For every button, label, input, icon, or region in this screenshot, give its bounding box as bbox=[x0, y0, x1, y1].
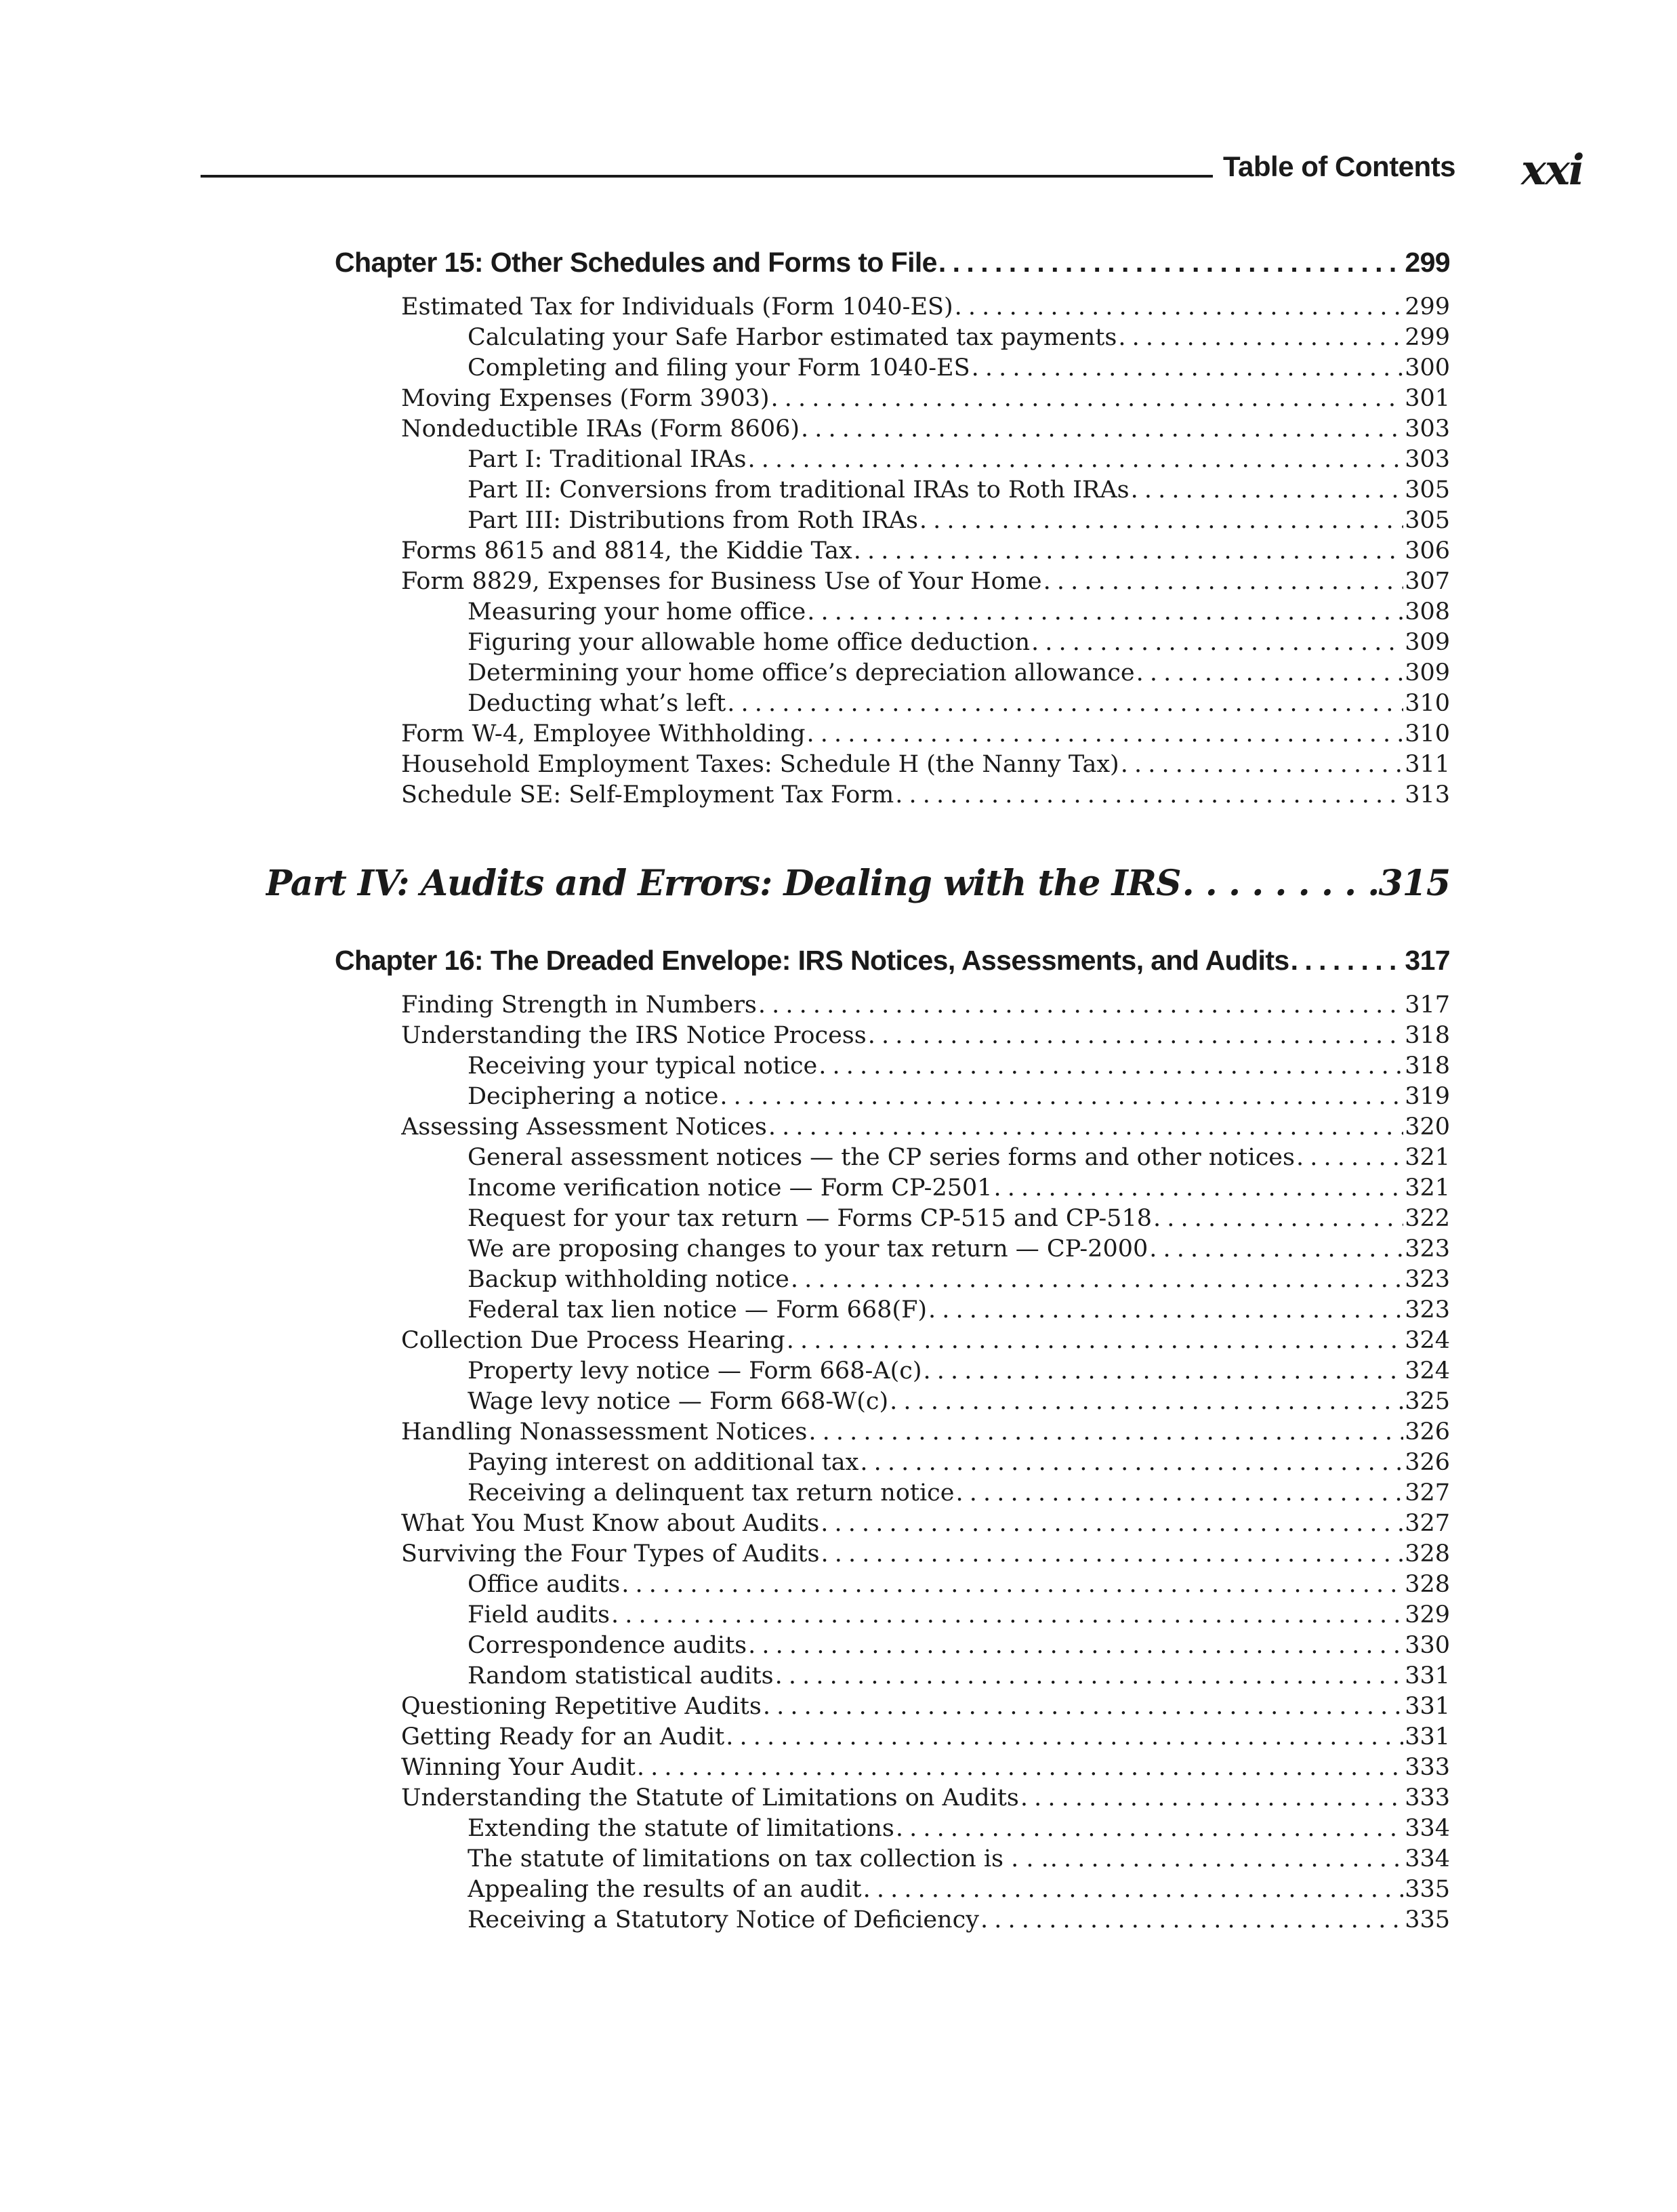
entry-title: Nondeductible IRAs (Form 8606) bbox=[401, 415, 800, 443]
toc-entry[interactable] bbox=[401, 1417, 1450, 1448]
dot-leader bbox=[1131, 475, 1404, 506]
entry-title: Form W-4, Employee Withholding bbox=[401, 720, 806, 747]
toc-entry[interactable] bbox=[401, 750, 1450, 780]
dot-leader bbox=[787, 1326, 1404, 1356]
entry-page: 324 bbox=[1405, 1327, 1450, 1354]
entry-page: 305 bbox=[1405, 476, 1450, 504]
dot-leader bbox=[972, 353, 1404, 384]
dot-leader bbox=[807, 719, 1404, 750]
dot-leader bbox=[763, 1692, 1403, 1722]
entry-title: Request for your tax return — Forms CP-515 and CP-518 bbox=[468, 1205, 1152, 1232]
dot-leader bbox=[994, 1173, 1404, 1204]
part-4-heading[interactable] bbox=[266, 860, 1450, 907]
dot-leader bbox=[621, 1570, 1403, 1600]
dot-leader bbox=[611, 1600, 1403, 1631]
entry-page: 327 bbox=[1405, 1479, 1450, 1507]
entry-page: 301 bbox=[1405, 385, 1450, 412]
entry-title: Collection Due Process Hearing bbox=[401, 1327, 785, 1354]
toc-subentry[interactable] bbox=[468, 1570, 1450, 1600]
dot-leader bbox=[775, 1661, 1404, 1692]
entry-page: 323 bbox=[1405, 1266, 1450, 1293]
toc-entry[interactable] bbox=[401, 1509, 1450, 1539]
entry-title: Completing and filing your Form 1040-ES bbox=[468, 354, 970, 382]
entry-title: Form 8829, Expenses for Business Use of Your Home bbox=[401, 568, 1042, 595]
entry-title: Moving Expenses (Form 3903) bbox=[401, 385, 770, 412]
dot-leader bbox=[758, 990, 1403, 1021]
toc-entry[interactable] bbox=[401, 414, 1450, 445]
entry-page: 333 bbox=[1405, 1754, 1450, 1781]
entry-title: Property levy notice — Form 668-A(c) bbox=[468, 1357, 922, 1385]
entry-title: Random statistical audits bbox=[468, 1662, 774, 1689]
dot-leader bbox=[890, 1387, 1403, 1417]
entry-title: Calculating your Safe Harbor estimated tax payments bbox=[468, 324, 1117, 351]
entry-page: 321 bbox=[1405, 1144, 1450, 1171]
dot-leader bbox=[1153, 1204, 1403, 1234]
entry-page: 321 bbox=[1405, 1174, 1450, 1202]
entry-page: 329 bbox=[1405, 1601, 1450, 1629]
entry-title: Receiving your typical notice bbox=[468, 1052, 818, 1080]
entry-title: Assessing Assessment Notices bbox=[401, 1113, 767, 1141]
toc-subentry[interactable] bbox=[468, 689, 1450, 719]
toc-subentry[interactable] bbox=[468, 1875, 1450, 1905]
toc-subentry[interactable] bbox=[468, 1478, 1450, 1509]
dot-leader bbox=[727, 689, 1403, 719]
dot-leader bbox=[860, 1448, 1403, 1478]
chapter-title: Chapter 15: Other Schedules and Forms to File bbox=[335, 247, 937, 278]
toc-entry[interactable] bbox=[401, 1539, 1450, 1570]
entry-page: 318 bbox=[1405, 1052, 1450, 1080]
dot-leader bbox=[1291, 942, 1404, 979]
dot-leader bbox=[924, 1356, 1404, 1387]
entry-title: What You Must Know about Audits bbox=[401, 1510, 820, 1537]
entry-page: 310 bbox=[1405, 720, 1450, 747]
entry-title: Surviving the Four Types of Audits bbox=[401, 1540, 820, 1568]
dot-leader bbox=[863, 1875, 1404, 1905]
toc-entry[interactable] bbox=[401, 780, 1450, 811]
toc-subentry[interactable] bbox=[468, 1234, 1450, 1265]
entry-title: Federal tax lien notice — Form 668(F) bbox=[468, 1296, 928, 1324]
entry-title: Part II: Conversions from traditional IRAs to Roth IRAs bbox=[468, 476, 1130, 504]
dot-leader bbox=[980, 1905, 1403, 1936]
dot-leader bbox=[791, 1265, 1403, 1295]
entry-page: 303 bbox=[1405, 446, 1450, 473]
entry-title: Understanding the IRS Notice Process bbox=[401, 1022, 867, 1049]
entry-title: Deciphering a notice bbox=[468, 1083, 719, 1110]
toc-subentry[interactable] bbox=[468, 1844, 1450, 1875]
dot-leader bbox=[1020, 1783, 1403, 1814]
toc-subentry[interactable] bbox=[468, 1356, 1450, 1387]
dot-leader bbox=[955, 292, 1404, 323]
toc-entry[interactable] bbox=[401, 567, 1450, 597]
entry-page: 331 bbox=[1405, 1693, 1450, 1720]
entry-page: 319 bbox=[1405, 1083, 1450, 1110]
dot-leader bbox=[637, 1753, 1403, 1783]
toc-subentry[interactable] bbox=[468, 1173, 1450, 1204]
dot-leader bbox=[1050, 1844, 1403, 1875]
dot-leader bbox=[1149, 1234, 1403, 1265]
entry-title: Extending the statute of limitations bbox=[468, 1815, 894, 1842]
entry-title: Wage levy notice — Form 668-W(c) bbox=[468, 1388, 889, 1415]
toc-subentry[interactable] bbox=[468, 1265, 1450, 1295]
entry-page: 320 bbox=[1405, 1113, 1450, 1141]
toc-subentry[interactable] bbox=[468, 1082, 1450, 1112]
part-title: Part IV: Audits and Errors: Dealing with the IRS bbox=[266, 863, 1181, 904]
entry-page: 303 bbox=[1405, 415, 1450, 443]
dot-leader bbox=[720, 1082, 1403, 1112]
entry-page: 334 bbox=[1405, 1845, 1450, 1872]
entry-page: 335 bbox=[1405, 1876, 1450, 1903]
entry-title: Questioning Repetitive Audits bbox=[401, 1693, 762, 1720]
entry-title: Determining your home office’s depreciation allowance bbox=[468, 659, 1135, 687]
entry-page: 331 bbox=[1405, 1662, 1450, 1689]
entry-page: 311 bbox=[1405, 751, 1450, 778]
toc-entry[interactable] bbox=[401, 719, 1450, 750]
entry-title: Income verification notice — Form CP-2501 bbox=[468, 1174, 993, 1202]
entry-page: 305 bbox=[1405, 507, 1450, 534]
entry-page: 328 bbox=[1405, 1540, 1450, 1568]
toc-subentry[interactable] bbox=[468, 628, 1450, 658]
toc-entry[interactable] bbox=[401, 292, 1450, 323]
entry-page: 317 bbox=[1405, 991, 1450, 1019]
part-page: 315 bbox=[1378, 863, 1450, 904]
entry-page: 325 bbox=[1405, 1388, 1450, 1415]
dot-leader bbox=[868, 1021, 1403, 1051]
toc-subentry[interactable] bbox=[468, 658, 1450, 689]
entry-title: Part III: Distributions from Roth IRAs bbox=[468, 507, 918, 534]
entry-title: Paying interest on additional tax bbox=[468, 1449, 859, 1476]
entry-page: 313 bbox=[1405, 781, 1450, 808]
dot-leader bbox=[896, 1814, 1403, 1844]
dot-leader bbox=[1043, 567, 1404, 597]
entry-title: Handling Nonassessment Notices bbox=[401, 1418, 808, 1446]
dot-leader bbox=[821, 1509, 1403, 1539]
chapter-page: 317 bbox=[1405, 945, 1450, 976]
page-number: xxi bbox=[1521, 145, 1583, 194]
entry-page: 310 bbox=[1405, 690, 1450, 717]
dot-leader bbox=[748, 1631, 1403, 1661]
entry-title: Measuring your home office bbox=[468, 598, 806, 626]
entry-title: Understanding the Statute of Limitations on Audits bbox=[401, 1784, 1019, 1811]
toc-entry[interactable] bbox=[401, 1783, 1450, 1814]
dot-leader bbox=[854, 536, 1403, 567]
dot-leader bbox=[771, 384, 1404, 414]
entry-page: 330 bbox=[1405, 1632, 1450, 1659]
toc-subentry[interactable] bbox=[468, 1631, 1450, 1661]
toc-subentry[interactable] bbox=[468, 353, 1450, 384]
toc-subentry[interactable] bbox=[468, 475, 1450, 506]
entry-title: Appealing the results of an audit bbox=[468, 1876, 862, 1903]
toc-entry[interactable] bbox=[401, 536, 1450, 567]
chapter-page: 299 bbox=[1405, 247, 1450, 278]
toc-subentry[interactable] bbox=[468, 1143, 1450, 1173]
entry-page: 308 bbox=[1405, 598, 1450, 626]
toc-entry[interactable] bbox=[401, 1722, 1450, 1753]
dot-leader bbox=[768, 1112, 1403, 1143]
toc-entry[interactable] bbox=[401, 1112, 1450, 1143]
entry-page: 299 bbox=[1405, 324, 1450, 351]
entry-page: 326 bbox=[1405, 1418, 1450, 1446]
toc-subentry[interactable] bbox=[468, 506, 1450, 536]
entry-title: Figuring your allowable home office deduction bbox=[468, 629, 1031, 656]
dot-leader bbox=[895, 780, 1403, 811]
entry-title: Office audits bbox=[468, 1571, 621, 1598]
entry-page: 322 bbox=[1405, 1205, 1450, 1232]
entry-page: 323 bbox=[1405, 1296, 1450, 1324]
toc-subentry[interactable] bbox=[468, 445, 1450, 475]
entry-page: 331 bbox=[1405, 1723, 1450, 1750]
entry-title: Estimated Tax for Individuals (Form 1040-ES) bbox=[401, 293, 953, 321]
entry-page: 318 bbox=[1405, 1022, 1450, 1049]
entry-title: Forms 8615 and 8814, the Kiddie Tax bbox=[401, 537, 852, 565]
toc-entry[interactable] bbox=[401, 990, 1450, 1021]
entry-title: Receiving a delinquent tax return notice bbox=[468, 1479, 955, 1507]
entry-title: Household Employment Taxes: Schedule H (the Nanny Tax) bbox=[401, 751, 1119, 778]
entry-title: Backup withholding notice bbox=[468, 1266, 789, 1293]
entry-page: 307 bbox=[1405, 568, 1450, 595]
toc-subentry[interactable] bbox=[468, 1295, 1450, 1326]
entry-page: 328 bbox=[1405, 1571, 1450, 1598]
chapter-title: Chapter 16: The Dreaded Envelope: IRS Notices, Assessments, and Audits bbox=[335, 945, 1289, 976]
entry-title: The statute of limitations on tax collection is . . . bbox=[468, 1845, 1049, 1872]
chapter-16-heading[interactable] bbox=[335, 942, 1450, 979]
toc-subentry[interactable] bbox=[468, 1905, 1450, 1936]
entry-page: 335 bbox=[1405, 1906, 1450, 1933]
dot-leader bbox=[821, 1539, 1403, 1570]
dot-leader bbox=[1031, 628, 1403, 658]
toc-subentry[interactable] bbox=[468, 1600, 1450, 1631]
toc-subentry[interactable] bbox=[468, 1051, 1450, 1082]
entry-title: Winning Your Audit bbox=[401, 1754, 636, 1781]
toc-entry[interactable] bbox=[401, 1326, 1450, 1356]
toc-subentry[interactable] bbox=[468, 1814, 1450, 1844]
toc-entry[interactable] bbox=[401, 1021, 1450, 1051]
entry-title: Deducting what’s left bbox=[468, 690, 726, 717]
entry-page: 300 bbox=[1405, 354, 1450, 382]
dot-leader bbox=[801, 414, 1403, 445]
entry-page: 323 bbox=[1405, 1235, 1450, 1263]
dot-leader bbox=[955, 1478, 1403, 1509]
dot-leader bbox=[1182, 860, 1378, 907]
entry-title: Correspondence audits bbox=[468, 1632, 747, 1659]
header-rule bbox=[201, 175, 1213, 178]
dot-leader bbox=[1296, 1143, 1403, 1173]
entry-title: Getting Ready for an Audit bbox=[401, 1723, 725, 1750]
entry-title: Part I: Traditional IRAs bbox=[468, 446, 747, 473]
dot-leader bbox=[1136, 658, 1404, 689]
entry-page: 334 bbox=[1405, 1815, 1450, 1842]
dot-leader bbox=[919, 506, 1403, 536]
toc-subentry[interactable] bbox=[468, 1661, 1450, 1692]
dot-leader bbox=[1121, 750, 1403, 780]
entry-page: 306 bbox=[1405, 537, 1450, 565]
dot-leader bbox=[807, 597, 1403, 628]
entry-page: 326 bbox=[1405, 1449, 1450, 1476]
running-head: Table of Contents bbox=[1223, 150, 1456, 182]
entry-page: 299 bbox=[1405, 293, 1450, 321]
toc-entry[interactable] bbox=[401, 1753, 1450, 1783]
entry-page: 324 bbox=[1405, 1357, 1450, 1385]
dot-leader bbox=[938, 244, 1404, 281]
dot-leader bbox=[928, 1295, 1403, 1326]
toc-subentry[interactable] bbox=[468, 1448, 1450, 1478]
toc-entry[interactable] bbox=[401, 1692, 1450, 1722]
entry-page: 333 bbox=[1405, 1784, 1450, 1811]
entry-page: 309 bbox=[1405, 659, 1450, 687]
toc-subentry[interactable] bbox=[468, 597, 1450, 628]
toc-subentry[interactable] bbox=[468, 1204, 1450, 1234]
dot-leader bbox=[819, 1051, 1403, 1082]
chapter-15-heading[interactable] bbox=[335, 244, 1450, 281]
dot-leader bbox=[1118, 323, 1403, 353]
dot-leader bbox=[748, 445, 1404, 475]
entry-page: 309 bbox=[1405, 629, 1450, 656]
entry-page: 327 bbox=[1405, 1510, 1450, 1537]
entry-title: Schedule SE: Self-Employment Tax Form bbox=[401, 781, 894, 808]
toc-subentry[interactable] bbox=[468, 1387, 1450, 1417]
entry-title: We are proposing changes to your tax return — CP-2000 bbox=[468, 1235, 1148, 1263]
toc-subentry[interactable] bbox=[468, 323, 1450, 353]
dot-leader bbox=[726, 1722, 1403, 1753]
dot-leader bbox=[808, 1417, 1403, 1448]
entry-title: Finding Strength in Numbers bbox=[401, 991, 757, 1019]
entry-title: General assessment notices — the CP series forms and other notices bbox=[468, 1144, 1295, 1171]
entry-title: Receiving a Statutory Notice of Deficiency bbox=[468, 1906, 979, 1933]
toc-entry[interactable] bbox=[401, 384, 1450, 414]
entry-title: Field audits bbox=[468, 1601, 610, 1629]
